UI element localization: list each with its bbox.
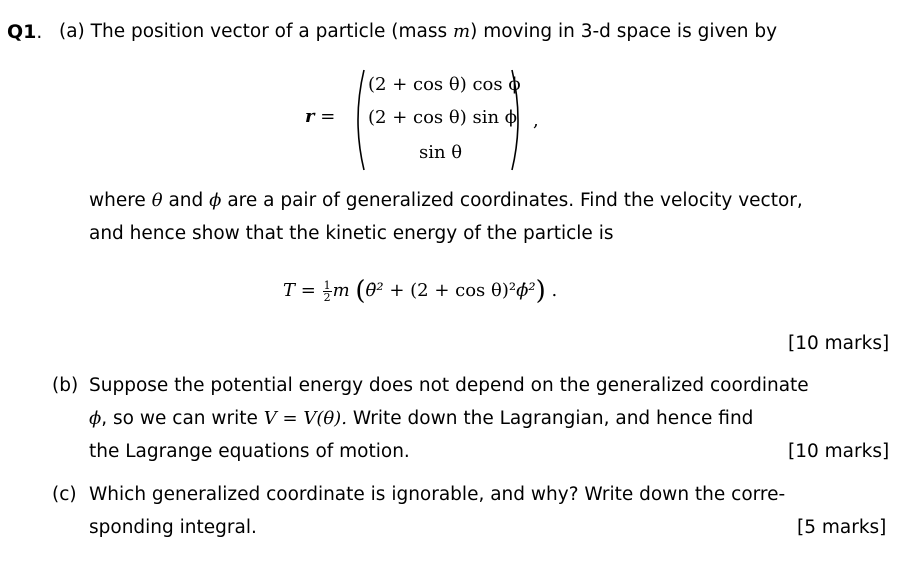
part-a-intro-line	[59, 21, 777, 43]
ke-open-paren: (	[355, 276, 366, 306]
theta-symbol: θ	[151, 190, 163, 211]
kinetic-energy-equation	[283, 276, 557, 306]
question-number-suffix: .	[36, 22, 43, 43]
ke-close-paren: )	[535, 276, 546, 306]
part-b-line-2	[89, 408, 753, 430]
part-c-line-2: sponding integral.	[89, 517, 257, 538]
question-number: Q1	[7, 21, 37, 43]
part-a-intro-end: ) moving in 3-d space is given by	[470, 21, 778, 42]
part-a-line-2-end: are a pair of generalized coordinates. Find the velocity vector,	[227, 190, 803, 211]
ke-mass: m	[332, 280, 350, 301]
part-a-line-2-start: where	[89, 190, 146, 211]
phi-dot-squared: ϕ̇²	[516, 280, 536, 301]
part-c-line-1: Which generalized coordinate is ignorable, and why? Write down the corre-	[89, 484, 786, 505]
phi-symbol-b: ϕ	[89, 408, 102, 429]
vector-comma: ,	[533, 110, 539, 131]
vector-row-2: (2 + cos θ) sin ϕ	[368, 107, 518, 128]
vector-row-1: (2 + cos θ) cos ϕ	[368, 74, 521, 95]
ke-cos-term: + (2 + cos θ)²	[383, 280, 517, 301]
part-b-line-1: Suppose the potential energy does not depend on the generalized coordinate	[89, 375, 809, 396]
vector-lhs	[305, 106, 335, 127]
part-a-marks: [10 marks]	[788, 333, 890, 354]
part-b-marks: [10 marks]	[788, 441, 890, 462]
potential-equation: V = V(θ).	[263, 408, 347, 429]
position-vector-symbol: r	[305, 106, 315, 127]
part-b-line-2-end: Write down the Lagrangian, and hence find	[352, 408, 754, 429]
theta-dot-squared: θ̇²	[365, 280, 384, 301]
part-c-label: (c)	[52, 484, 77, 505]
part-b-line-3: the Lagrange equations of motion.	[89, 441, 410, 462]
part-b-line-2-start: , so we can write	[101, 408, 258, 429]
mass-symbol: m	[453, 21, 471, 42]
phi-symbol: ϕ	[209, 190, 222, 211]
part-a-line-2-and: and	[168, 190, 204, 211]
vector-row-3: sin θ	[419, 142, 463, 163]
question-header-line	[7, 21, 42, 44]
vector-equals: =	[320, 106, 336, 127]
ke-period: .	[551, 280, 558, 301]
ke-symbol: T	[283, 280, 296, 301]
part-b-label: (b)	[52, 375, 79, 396]
half-denominator: 2	[323, 290, 331, 304]
part-a-label: (a)	[59, 21, 85, 42]
part-c-marks: [5 marks]	[797, 517, 887, 538]
part-a-intro-text: The position vector of a particle (mass	[90, 21, 448, 42]
part-a-line-2	[89, 190, 803, 212]
half-numerator: 1	[323, 278, 331, 292]
left-big-paren	[350, 68, 366, 172]
half-fraction	[323, 280, 332, 303]
part-a-line-3: and hence show that the kinetic energy of the particle is	[89, 223, 614, 244]
ke-equals: =	[300, 280, 316, 301]
